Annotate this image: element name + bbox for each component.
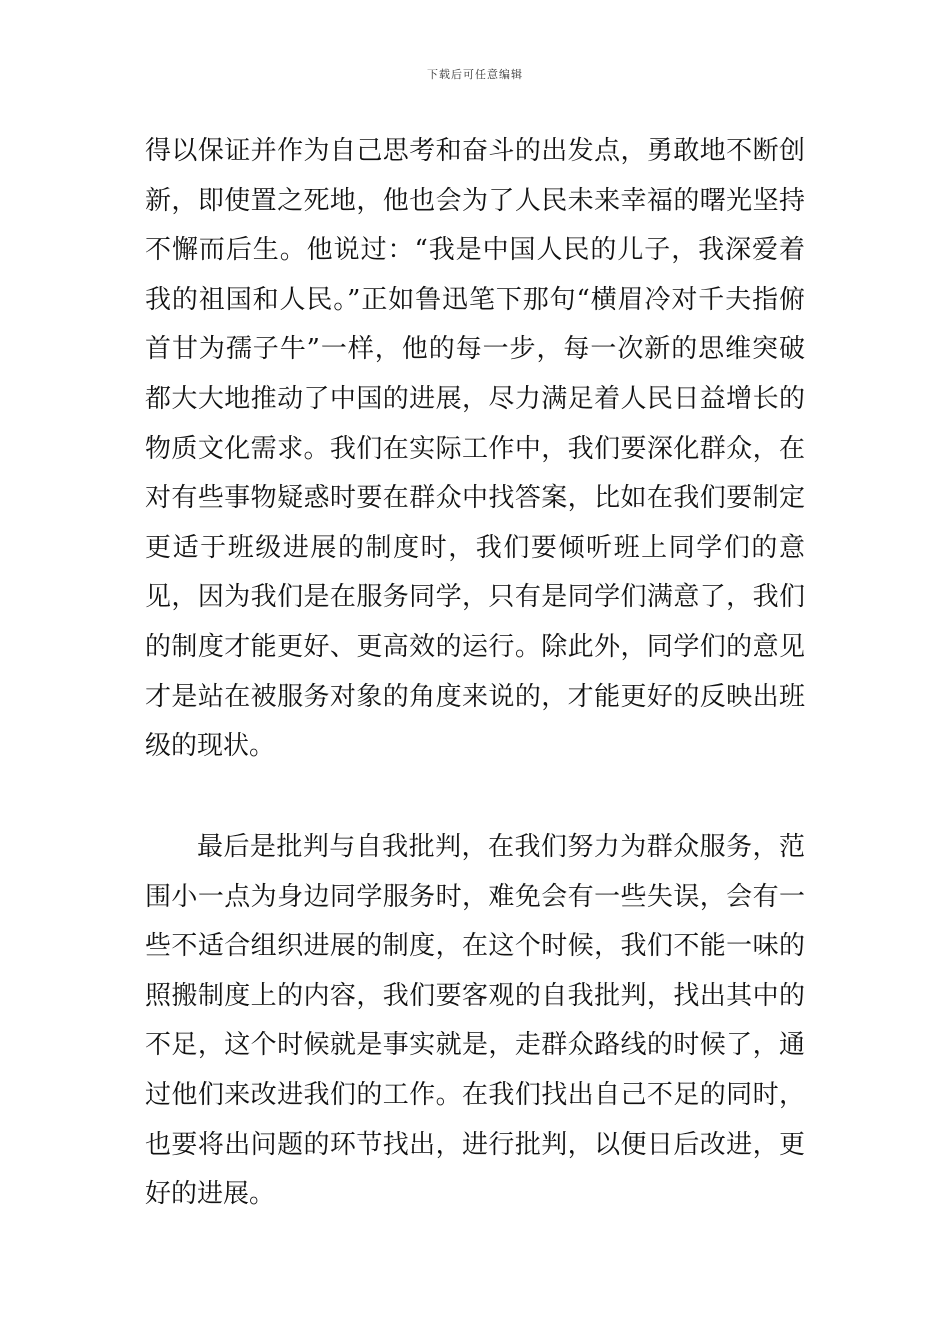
paragraph-2: 最后是批判与自我批判，在我们努力为群众服务，范围小一点为身边同学服务时，难免会有一些失误，会有一些不适合组织进展的制度，在这个时候，我们不能一味的照搬制度上的内容，我们要客观的自我批判，找出其中的不足，这个时候就是事实就是，走群众路线的时候了，通过他们来改进我们的工作。在我们找出自己不足的同时，也要将出问题的环节找出，进行批判，以便日后改进，更好的进展。 bbox=[145, 832, 805, 1210]
header-note: 下载后可任意编辑 bbox=[427, 68, 523, 81]
paragraph-1: 得以保证并作为自己思考和奋斗的出发点，勇敢地不断创新，即使置之死地，他也会为了人民未来幸福的曙光坚持不懈而后生。他说过：“我是中国人民的儿子，我深爱着我的祖国和人民。”正如鲁迅笔下那句“横眉冷对千夫指俯首甘为孺子牛”一样，他的每一步，每一次新的思维突破都大大地推动了中国的进展，尽力满足着人民日益增长的物质文化需求。我们在实际工作中，我们要深化群众，在对有些事物疑惑时要在群众中找答案，比如在我们要制定更适于班级进展的制度时，我们要倾听班上同学们的意见，因为我们是在服务同学，只有是同学们满意了，我们的制度才能更好、更高效的运行。除此外，同学们的意见才是站在被服务对象的角度来说的，才能更好的反映出班级的现状。 bbox=[145, 136, 805, 762]
